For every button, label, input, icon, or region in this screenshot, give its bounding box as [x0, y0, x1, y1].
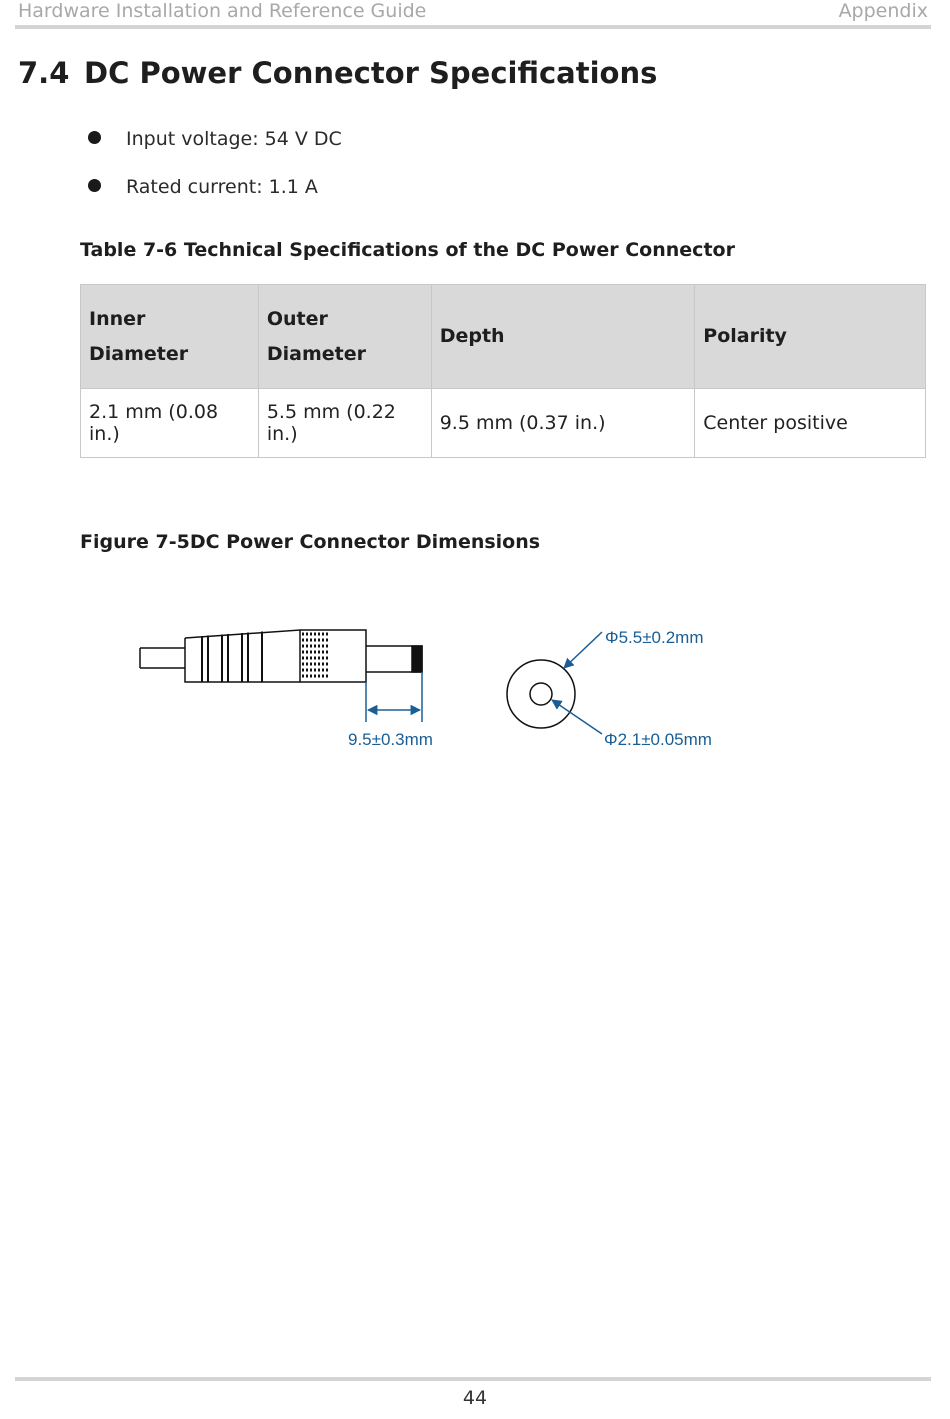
header-outer-diameter — [258, 285, 431, 389]
header-polarity: Polarity — [695, 285, 926, 389]
spec-table — [80, 284, 926, 458]
section-heading — [18, 56, 657, 90]
outer-ring — [507, 660, 575, 728]
inner-diameter-leader — [552, 700, 602, 734]
header-depth: Depth — [431, 285, 695, 389]
table-header-row — [81, 285, 926, 389]
inner-hole — [530, 683, 552, 705]
bullet-item-input-voltage — [88, 128, 342, 150]
table-row — [81, 389, 926, 458]
header-outer-diameter-text: Outer Diameter — [266, 307, 366, 365]
inner-diameter-label: Φ2.1±0.05mm — [604, 730, 712, 749]
depth-label: 9.5±0.3mm — [348, 730, 433, 749]
connector-side-view — [140, 630, 422, 682]
header-divider — [15, 25, 931, 29]
footer-divider — [15, 1377, 931, 1381]
table-caption: Table 7-6 Technical Specifications of the DC Power Connector — [80, 239, 735, 261]
barrel-tip — [412, 646, 422, 672]
header-document-title: Hardware Installation and Reference Guide — [18, 0, 427, 22]
bullet-item-rated-current — [88, 176, 318, 198]
grip-texture — [302, 634, 330, 676]
outer-diameter-leader — [564, 632, 602, 668]
bullet-text: Input voltage: 54 V DC — [126, 128, 342, 150]
figure-caption: Figure 7-5DC Power Connector Dimensions — [80, 531, 541, 553]
page-number: 44 — [462, 1387, 488, 1409]
bullet-dot-icon — [88, 179, 101, 192]
cell-outer-diameter: 5.5 mm (0.22 in.) — [258, 389, 431, 458]
cell-polarity: Center positive — [695, 389, 926, 458]
bullet-text: Rated current: 1.1 A — [126, 176, 318, 198]
header-inner-diameter: Inner Diameter — [81, 285, 259, 389]
depth-dimension — [366, 672, 422, 722]
strain-relief-ribs — [202, 632, 262, 683]
diameter-leaders — [552, 632, 602, 734]
connector-front-view — [507, 660, 575, 728]
cable-outline — [140, 648, 185, 668]
grip-body-outline — [300, 630, 366, 682]
bullet-dot-icon — [88, 131, 101, 144]
cell-inner-diameter: 2.1 mm (0.08 in.) — [81, 389, 259, 458]
section-title-text: DC Power Connector Specifications — [84, 56, 658, 90]
header-chapter: Appendix — [838, 0, 928, 22]
section-number: 7.4 — [18, 56, 70, 90]
cell-depth: 9.5 mm (0.37 in.) — [431, 389, 695, 458]
connector-dimension-figure — [130, 610, 750, 760]
outer-diameter-label: Φ5.5±0.2mm — [605, 628, 704, 647]
